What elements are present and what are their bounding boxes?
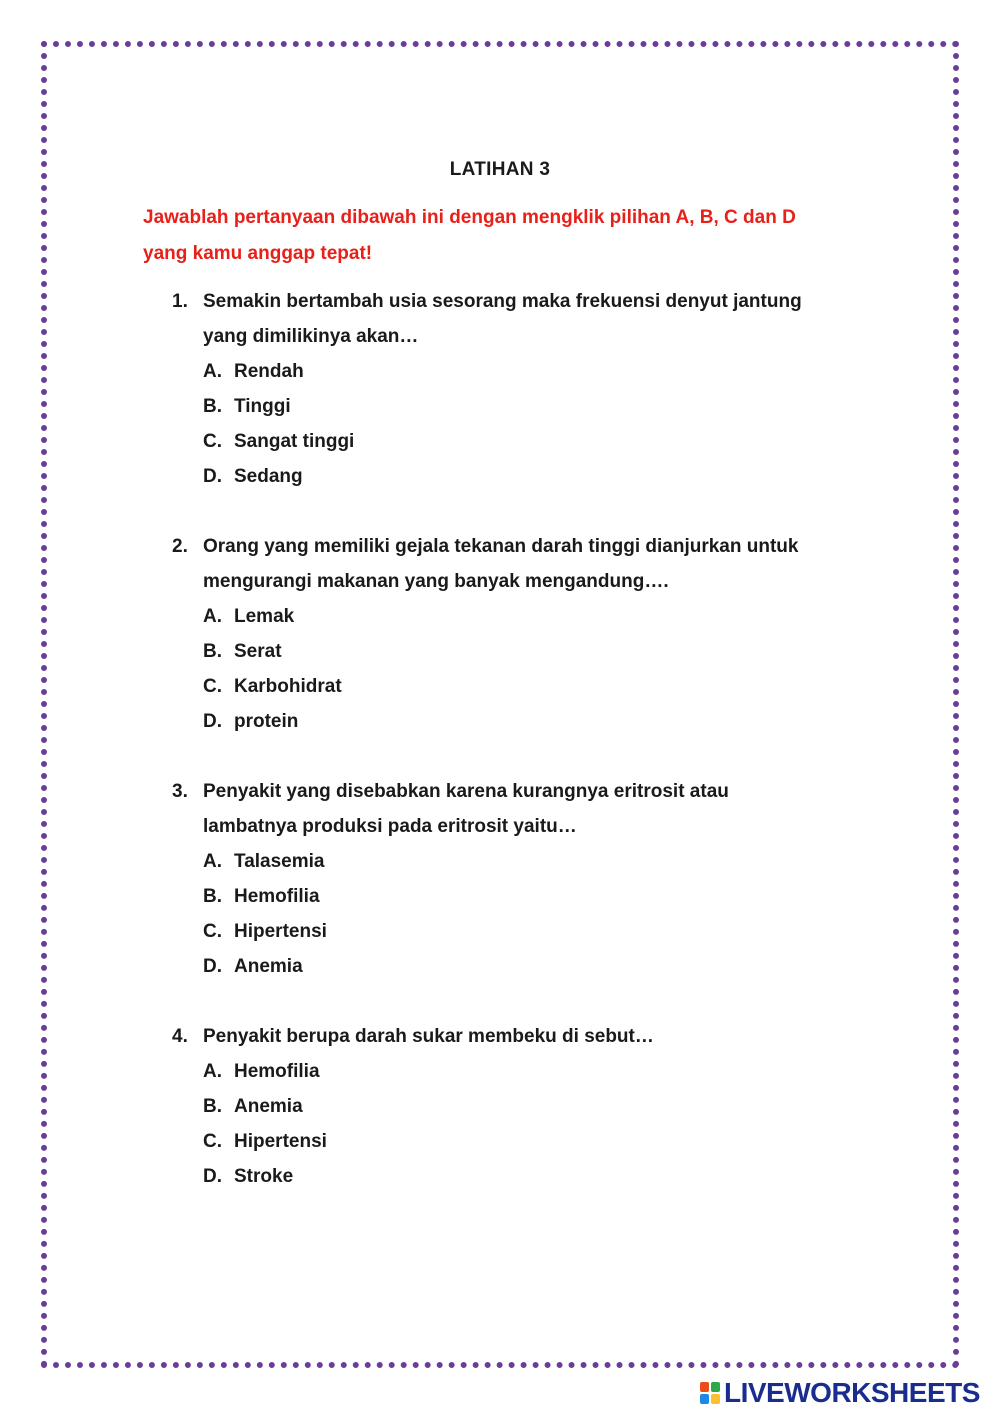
question-4-option-c[interactable] <box>203 1131 327 1153</box>
option-letter: B. <box>203 1096 222 1117</box>
question-1-option-c[interactable] <box>203 431 354 453</box>
option-text: Karbohidrat <box>234 676 342 697</box>
option-text: Tinggi <box>234 396 291 417</box>
option-text: Anemia <box>234 956 303 977</box>
question-3-line-1: Penyakit yang disebabkan karena kurangnya eritrosit atau <box>203 781 729 802</box>
option-letter: A. <box>203 851 222 872</box>
liveworksheets-logo-icon <box>700 1382 720 1404</box>
option-text: Rendah <box>234 361 304 382</box>
option-letter: D. <box>203 711 222 732</box>
option-text: Serat <box>234 641 282 662</box>
question-2-number: 2. <box>172 536 188 557</box>
question-1-option-a[interactable] <box>203 361 304 383</box>
question-4-number: 4. <box>172 1026 188 1047</box>
question-2-option-a[interactable] <box>203 606 294 628</box>
question-2-line-2: mengurangi makanan yang banyak mengandung…. <box>203 571 669 592</box>
option-letter: B. <box>203 396 222 417</box>
option-letter: C. <box>203 921 222 942</box>
question-2-line-1: Orang yang memiliki gejala tekanan darah tinggi dianjurkan untuk <box>203 536 799 557</box>
option-text: Lemak <box>234 606 295 627</box>
question-4-option-b[interactable] <box>203 1096 303 1118</box>
page-title: LATIHAN 3 <box>449 159 551 180</box>
option-text: Talasemia <box>234 851 325 872</box>
option-text: Hemofilia <box>234 886 320 907</box>
question-1-line-2: yang dimilikinya akan… <box>203 326 419 347</box>
question-4-option-a[interactable] <box>203 1061 320 1083</box>
option-letter: D. <box>203 1166 222 1187</box>
option-letter: C. <box>203 676 222 697</box>
option-text: Anemia <box>234 1096 303 1117</box>
question-4-option-d[interactable] <box>203 1166 293 1188</box>
question-3-option-c[interactable] <box>203 921 327 943</box>
option-text: Stroke <box>234 1166 294 1187</box>
option-letter: A. <box>203 606 222 627</box>
brand-text: LIVEWORKSHEETS <box>724 1377 980 1408</box>
question-1-number: 1. <box>172 291 188 312</box>
option-text: Sangat tinggi <box>234 431 355 452</box>
option-letter: C. <box>203 1131 222 1152</box>
option-letter: B. <box>203 641 222 662</box>
option-letter: D. <box>203 956 222 977</box>
option-letter: C. <box>203 431 222 452</box>
option-letter: B. <box>203 886 222 907</box>
option-letter: A. <box>203 1061 222 1082</box>
option-text: Sedang <box>234 466 303 487</box>
question-3-option-a[interactable] <box>203 851 324 873</box>
question-3-number: 3. <box>172 781 188 802</box>
question-3-option-b[interactable] <box>203 886 320 908</box>
liveworksheets-brand <box>700 1378 980 1408</box>
option-letter: A. <box>203 361 222 382</box>
question-2-option-c[interactable] <box>203 676 342 698</box>
question-1-line-1: Semakin bertambah usia sesorang maka frekuensi denyut jantung <box>203 291 802 312</box>
question-2-option-b[interactable] <box>203 641 282 663</box>
option-text: Hipertensi <box>234 1131 327 1152</box>
option-text: Hemofilia <box>234 1061 320 1082</box>
question-3-option-d[interactable] <box>203 956 303 978</box>
question-1-option-d[interactable] <box>203 466 303 488</box>
option-text: Hipertensi <box>234 921 327 942</box>
option-text: protein <box>234 711 299 732</box>
instruction-line-2: yang kamu anggap tepat! <box>143 243 373 264</box>
question-2-option-d[interactable] <box>203 711 298 733</box>
question-3-line-2: lambatnya produksi pada eritrosit yaitu… <box>203 816 577 837</box>
question-1-option-b[interactable] <box>203 396 291 418</box>
page-border <box>41 41 959 1368</box>
question-4-line-1: Penyakit berupa darah sukar membeku di sebut… <box>203 1026 654 1047</box>
instruction-line-1: Jawablah pertanyaan dibawah ini dengan mengklik pilihan A, B, C dan D <box>143 207 796 228</box>
option-letter: D. <box>203 466 222 487</box>
